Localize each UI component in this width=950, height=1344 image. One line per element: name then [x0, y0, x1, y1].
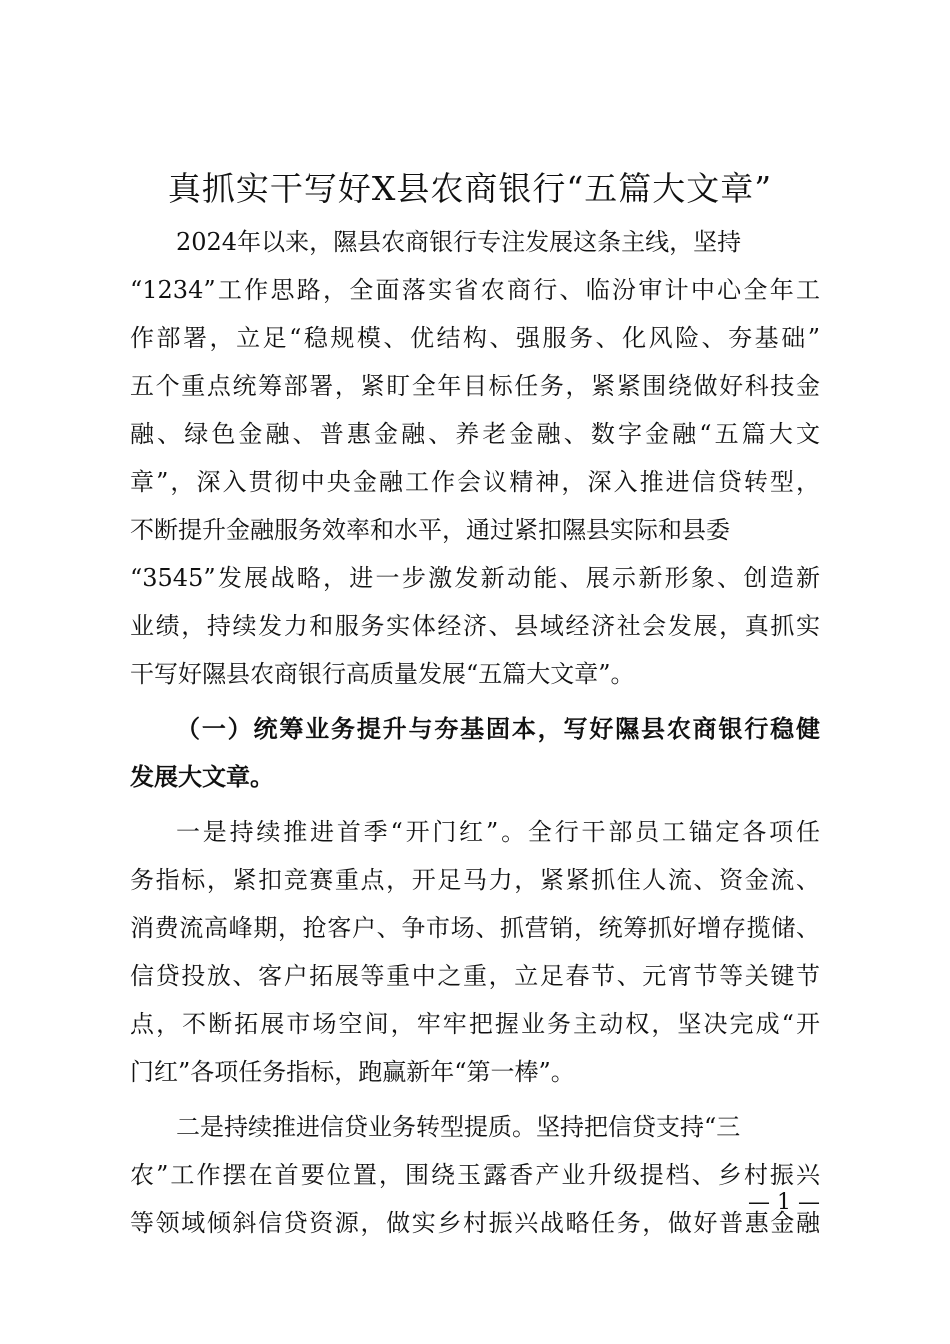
- paragraph-gap: [130, 698, 820, 705]
- text-line: 等领域倾斜信贷资源，做实乡村振兴战略任务，做好普惠金融: [130, 1209, 820, 1237]
- text-line: “3545”发展战略，进一步激发新动能、展示新形象、创造新: [130, 564, 820, 592]
- text-line: 五个重点统筹部署，紧盯全年目标任务，紧紧围绕做好科技金: [130, 372, 820, 400]
- paragraph-intro: [130, 218, 820, 698]
- text-line: 不断提升金融服务效率和水平，通过紧扣隰县实际和县委: [130, 516, 730, 544]
- paragraph-gap: [130, 1096, 820, 1103]
- section-heading: [130, 705, 820, 801]
- paragraph-credit-transformation: [130, 1103, 820, 1247]
- text-line: 点，不断拓展市场空间，牢牢把握业务主动权，坚决完成“开: [130, 1010, 820, 1038]
- text-line: 消费流高峰期，抢客户、争市场、抓营销，统筹抓好增存揽储、: [130, 914, 820, 942]
- text-line: 干写好隰县农商银行高质量发展“五篇大文章”。: [130, 660, 635, 688]
- text-line: 2024年以来，隰县农商银行专注发展这条主线，坚持: [176, 228, 742, 256]
- text-line: 融、绿色金融、普惠金融、养老金融、数字金融“五篇大文: [130, 420, 820, 448]
- text-line: “1234”工作思路，全面落实省农商行、临汾审计中心全年工: [130, 276, 820, 304]
- text-line: 二是持续推进信贷业务转型提质。坚持把信贷支持“三: [176, 1113, 741, 1141]
- text-line: 农”工作摆在首要位置，围绕玉露香产业升级提档、乡村振兴: [130, 1161, 820, 1189]
- document-title: 真抓实干写好X县农商银行“五篇大文章”: [167, 169, 773, 208]
- heading-line: 发展大文章。: [130, 762, 274, 791]
- document-body: [130, 218, 820, 1247]
- text-line: 门红”各项任务指标，跑赢新年“第一棒”。: [130, 1058, 575, 1086]
- text-line: 章”，深入贯彻中央金融工作会议精神，深入推进信贷转型，: [130, 468, 820, 496]
- text-line: 信贷投放、客户拓展等重中之重，立足春节、元宵节等关键节: [130, 962, 820, 990]
- text-line: 业绩，持续发力和服务实体经济、县域经济社会发展，真抓实: [130, 612, 820, 640]
- heading-line: （一）统筹业务提升与夯基固本，写好隰县农商银行稳健: [176, 714, 820, 743]
- text-line: 作部署，立足“稳规模、优结构、强服务、化风险、夯基础”: [130, 324, 820, 352]
- page-number: — 1 —: [748, 1190, 820, 1215]
- text-line: 一是持续推进首季“开门红”。全行干部员工锚定各项任: [176, 818, 820, 846]
- paragraph-first-quarter: [130, 808, 820, 1096]
- paragraph-gap: [130, 801, 820, 808]
- text-line: 务指标，紧扣竞赛重点，开足马力，紧紧抓住人流、资金流、: [130, 866, 820, 894]
